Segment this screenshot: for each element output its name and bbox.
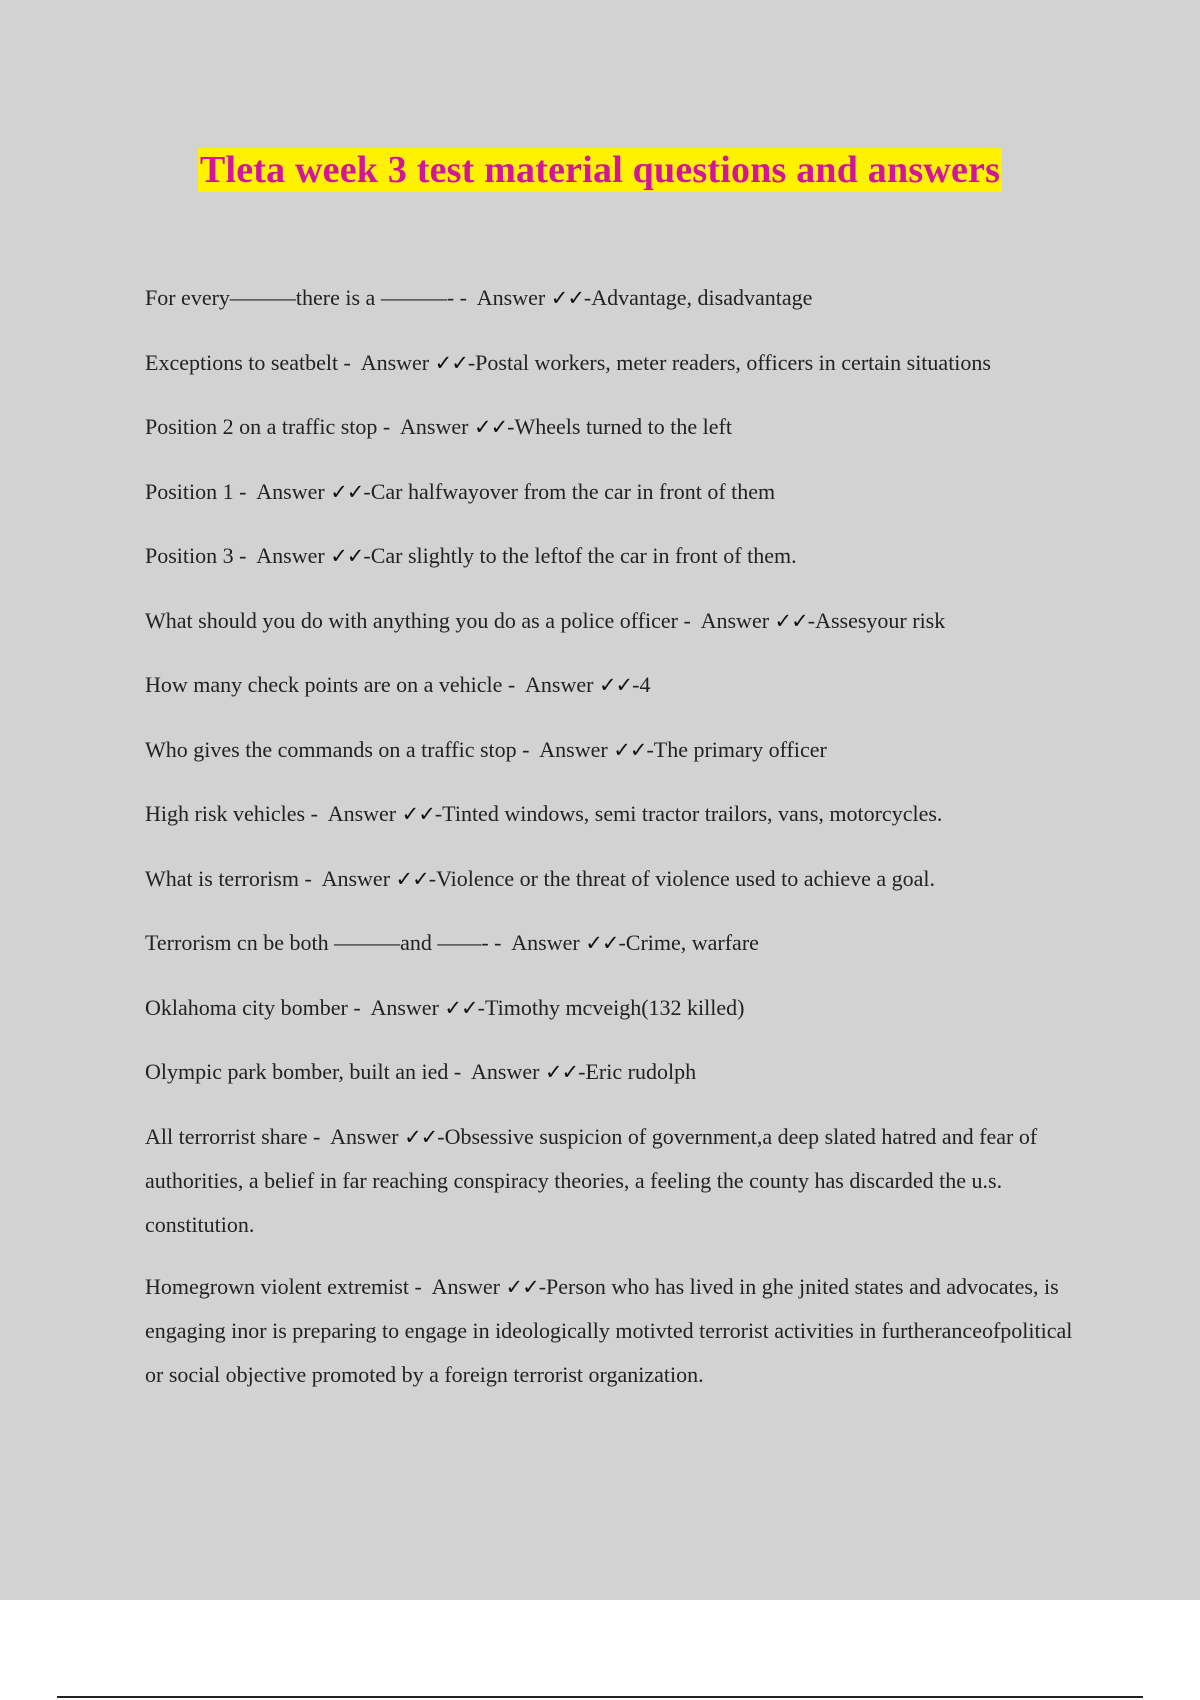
qa-list [145, 276, 1090, 1415]
double-check-icon: ✓✓ [585, 931, 619, 955]
qa-item [145, 276, 1090, 320]
double-check-icon: ✓✓ [550, 286, 584, 310]
answer-label: Answer [400, 414, 469, 439]
answer-label: Answer [360, 349, 430, 375]
double-check-icon: ✓✓ [613, 737, 647, 762]
answer-dash: - [618, 930, 626, 955]
qa-item [145, 663, 1090, 707]
answer-text: Assesyour risk [815, 607, 946, 633]
double-check-icon: ✓✓ [544, 1060, 579, 1084]
answer-dash: - [363, 543, 371, 568]
answer-label: Answer [431, 1273, 501, 1299]
answer-dash: - [477, 994, 485, 1020]
page-footer-area [0, 1600, 1200, 1700]
question-text: All terrorrist share - [145, 1123, 321, 1149]
answer-dash: - [646, 736, 654, 762]
answer-text: Car halfwayover from the car in front of them [370, 478, 776, 504]
qa-item [145, 1115, 1090, 1247]
double-check-icon: ✓✓ [505, 1274, 539, 1299]
answer-label: Answer [370, 994, 439, 1020]
question-text: What should you do with anything you do as a police officer - [145, 607, 691, 633]
question-text: High risk vehicles - [145, 801, 318, 826]
qa-item [145, 728, 1090, 772]
answer-label: Answer [327, 801, 397, 826]
qa-item [145, 986, 1090, 1030]
answer-dash: - [428, 865, 437, 891]
answer-text: 4 [639, 672, 651, 697]
answer-dash: - [363, 478, 371, 504]
answer-text: Tinted windows, semi tractor trailors, vans, motorcycles. [442, 801, 943, 826]
qa-item [145, 921, 1090, 965]
answer-text: Violence or the threat of violence used to achieve a goal. [436, 865, 936, 891]
qa-item [145, 857, 1090, 901]
question-text: How many check points are on a vehicle - [145, 672, 516, 697]
answer-label: Answer [256, 478, 325, 504]
double-check-icon: ✓✓ [395, 866, 429, 891]
question-text: What is terrorism - [145, 865, 312, 891]
answer-text: Eric rudolph [585, 1059, 697, 1084]
double-check-icon: ✓✓ [598, 673, 633, 697]
answer-dash: - [807, 607, 816, 633]
answer-dash: - [578, 1059, 586, 1084]
question-text: Homegrown violent extremist - [145, 1273, 422, 1299]
question-text: Who gives the commands on a traffic stop - [145, 736, 530, 762]
answer-text: Postal workers, meter readers, officers in certain situations [475, 349, 991, 375]
answer-dash: - [434, 801, 443, 826]
qa-item [145, 341, 1090, 385]
answer-label: Answer [330, 1123, 399, 1149]
answer-text: Person who has lived in ghe jnited states and advocates, is engaging inor is preparing to engage in ideologically motivted terrorist activities in furtheranceofpolitical or social objective promoted by a foreign terrorist organization. [145, 1273, 1073, 1387]
question-text: Position 1 - [145, 478, 247, 504]
answer-label: Answer [525, 672, 594, 697]
double-check-icon: ✓✓ [774, 608, 808, 633]
answer-text: Wheels turned to the left [514, 414, 732, 439]
question-text: Terrorism cn be both ———and ——- - [145, 930, 502, 955]
answer-dash: - [583, 285, 592, 310]
question-text: Position 2 on a traffic stop - [145, 414, 391, 439]
answer-text: Obsessive suspicion of government,a deep slated hatred and fear of authorities, a belief in far reaching conspiracy theories, a feeling the county has discarded the u.s. constitution. [145, 1123, 1038, 1237]
qa-item [145, 405, 1090, 449]
double-check-icon: ✓✓ [330, 544, 364, 568]
qa-item [145, 792, 1090, 836]
question-text: Position 3 - [145, 543, 247, 568]
question-text: For every———there is a ———- - [145, 285, 467, 310]
qa-item [145, 1050, 1090, 1094]
double-check-icon: ✓✓ [401, 802, 435, 826]
answer-text: The primary officer [653, 736, 827, 762]
answer-dash: - [507, 414, 515, 439]
footer-divider [57, 1696, 1143, 1698]
title-container [0, 148, 1200, 192]
answer-label: Answer [539, 736, 608, 762]
question-text: Exceptions to seatbelt - [145, 349, 351, 375]
question-text: Olympic park bomber, built an ied - [145, 1059, 462, 1084]
answer-dash: - [538, 1273, 547, 1299]
double-check-icon: ✓✓ [404, 1124, 438, 1149]
double-check-icon: ✓✓ [434, 350, 468, 375]
double-check-icon: ✓✓ [330, 479, 364, 504]
qa-item [145, 599, 1090, 643]
answer-dash: - [632, 672, 640, 697]
answer-label: Answer [476, 285, 546, 310]
answer-text: Advantage, disadvantage [591, 285, 813, 310]
answer-label: Answer [471, 1059, 540, 1084]
answer-dash: - [467, 349, 476, 375]
document-title: Tleta week 3 test material questions and answers [199, 149, 1001, 191]
qa-item [145, 1265, 1090, 1397]
answer-dash: - [437, 1123, 445, 1149]
answer-label: Answer [321, 865, 391, 891]
qa-item [145, 470, 1090, 514]
answer-text: Car slightly to the leftof the car in front of them. [370, 543, 797, 568]
answer-label: Answer [700, 607, 770, 633]
question-text: Oklahoma city bomber - [145, 994, 361, 1020]
answer-label: Answer [256, 543, 325, 568]
qa-item [145, 534, 1090, 578]
double-check-icon: ✓✓ [444, 995, 478, 1020]
answer-text: Crime, warfare [625, 930, 759, 955]
double-check-icon: ✓✓ [473, 415, 508, 439]
answer-label: Answer [511, 930, 580, 955]
answer-text: Timothy mcveigh(132 killed) [484, 994, 745, 1020]
